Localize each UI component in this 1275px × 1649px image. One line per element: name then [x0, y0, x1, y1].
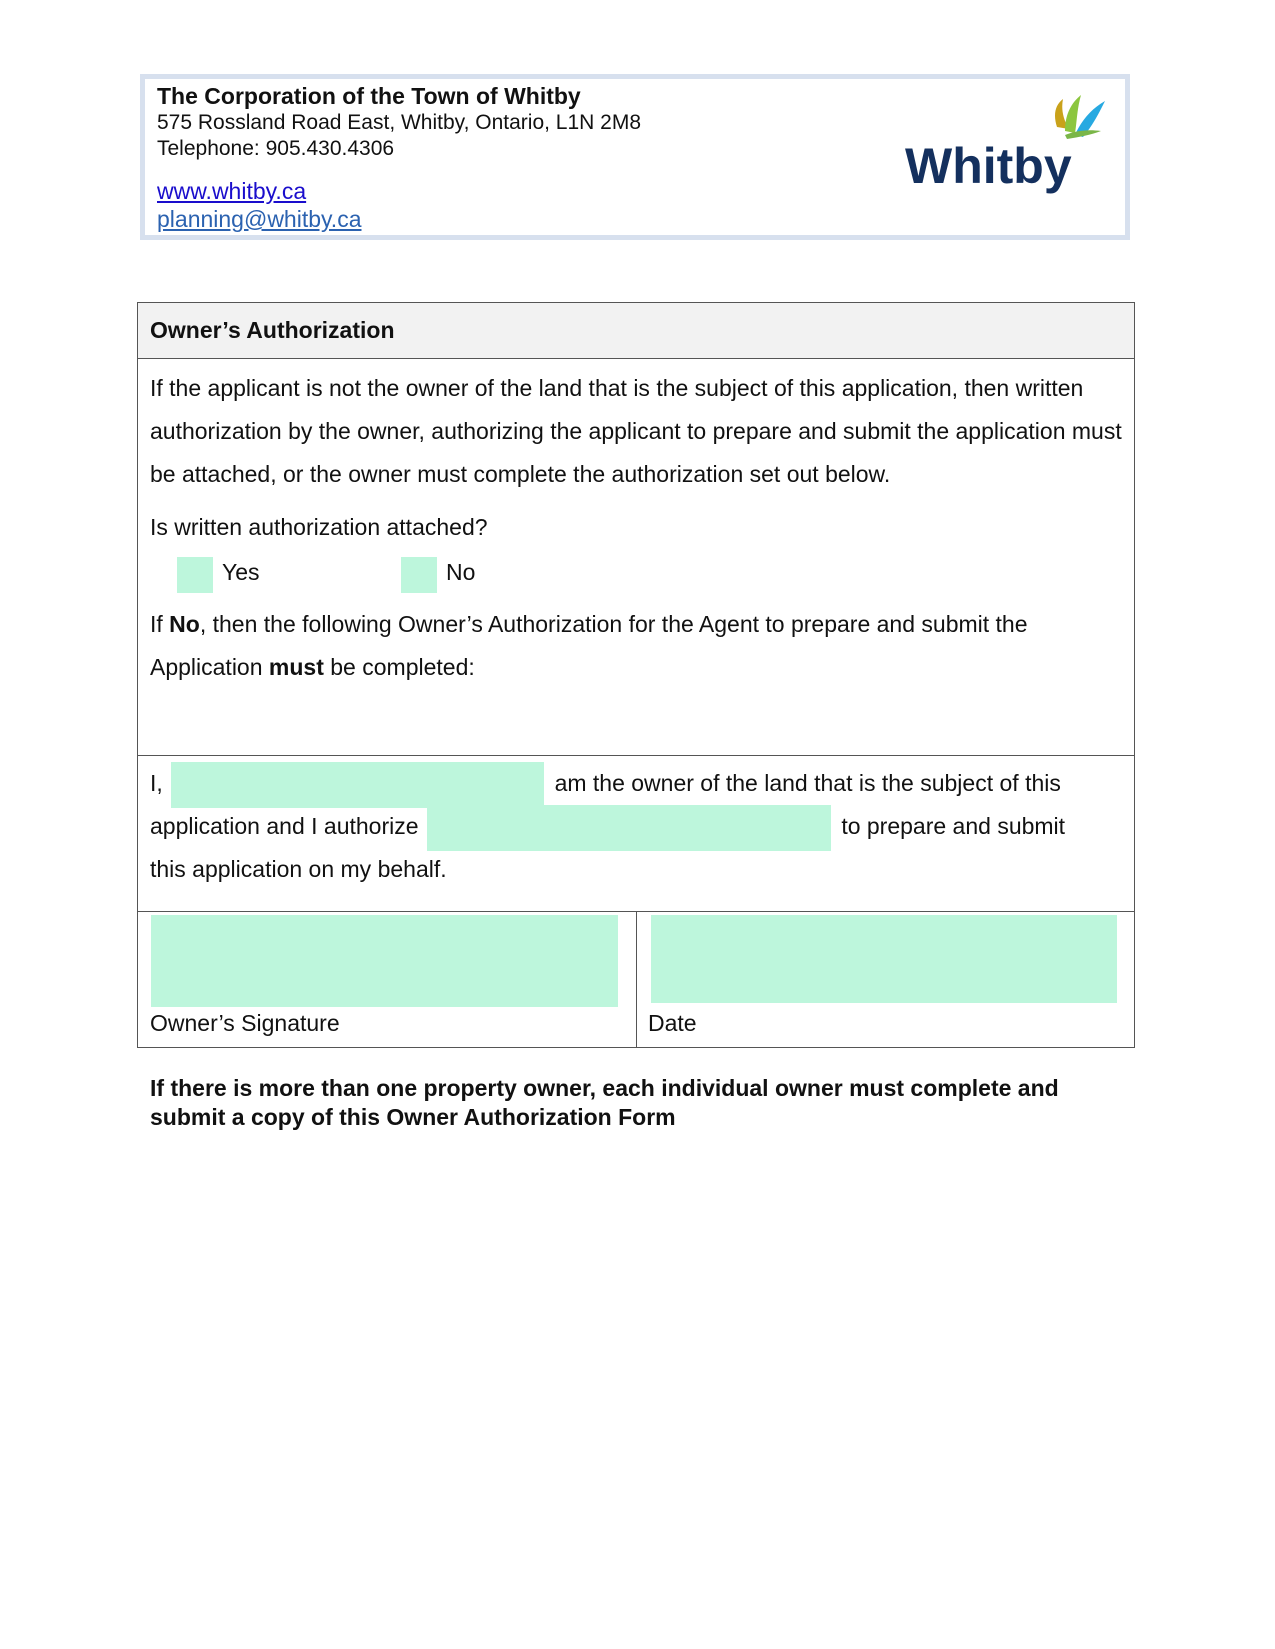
if-no-must: must — [268, 654, 324, 680]
auth-mid: am the owner of the land that is the subject of this — [554, 770, 1061, 797]
auth-line-1 — [150, 762, 1061, 805]
signature-row — [138, 912, 1134, 1047]
website-link[interactable]: www.whitby.ca — [157, 178, 307, 204]
signature-cell — [138, 912, 637, 1047]
authorization-statement — [138, 756, 1134, 912]
email-link[interactable]: planning@whitby.ca — [157, 206, 362, 232]
agent-name-field[interactable] — [427, 805, 831, 851]
org-address: 575 Rossland Road East, Whitby, Ontario, L1N 2M8 — [157, 111, 642, 134]
signature-label: Owner’s Signature — [150, 1010, 340, 1036]
auth-line-3: this application on my behalf. — [150, 856, 447, 882]
auth-line-2 — [150, 805, 1065, 848]
owner-authorization-form — [137, 302, 1135, 1048]
date-label: Date — [648, 1010, 697, 1036]
if-no-end: be completed: — [323, 654, 475, 680]
no-checkbox[interactable] — [401, 557, 437, 593]
auth-line2-start: application and I authorize — [150, 813, 419, 840]
date-field[interactable] — [651, 915, 1117, 1003]
instructions-block — [138, 359, 1134, 756]
logo-wordmark: Whitby — [905, 138, 1072, 194]
owner-name-field[interactable] — [171, 762, 544, 808]
yes-checkbox[interactable] — [177, 557, 213, 593]
date-cell — [637, 912, 1134, 1047]
yes-label: Yes — [222, 559, 260, 585]
contact-header — [140, 74, 1130, 240]
if-no-lead: If — [150, 611, 170, 637]
org-name: The Corporation of the Town of Whitby — [157, 83, 581, 109]
no-label: No — [446, 559, 476, 585]
auth-line2-end: to prepare and submit — [841, 813, 1066, 840]
auth-prefix: I, — [150, 770, 163, 797]
question-text: Is written authorization attached? — [150, 514, 488, 540]
authorization-choice — [150, 549, 1122, 603]
multiple-owner-note: If there is more than one property owner, each individual owner must complete and submit a copy of this Owner Authorization Form — [150, 1075, 1059, 1130]
org-telephone: Telephone: 905.430.4306 — [157, 137, 395, 160]
if-no-bold: No — [169, 611, 200, 637]
owner-signature-field[interactable] — [151, 915, 618, 1007]
if-no-mid: , then the following Owner’s Authorization for the Agent to prepare and submit the Application — [150, 611, 1028, 680]
if-no-instruction — [150, 603, 1122, 689]
whitby-logo — [905, 85, 1125, 203]
intro-paragraph: If the applicant is not the owner of the land that is the subject of this application, then written authorization by the owner, authorizing the applicant to prepare and submit the application must be attached, or the owner must complete the authorization set out below. — [150, 375, 1122, 487]
section-title: Owner’s Authorization — [138, 303, 1134, 359]
